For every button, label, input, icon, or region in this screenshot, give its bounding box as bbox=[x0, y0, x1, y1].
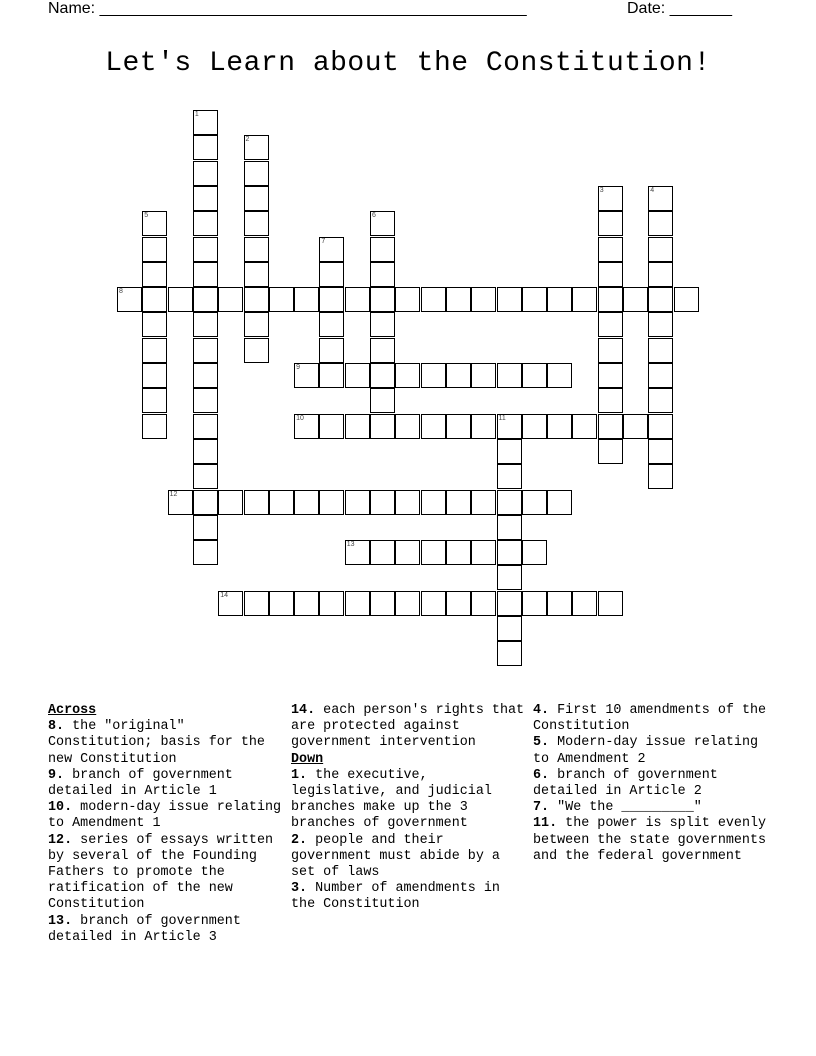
crossword-cell[interactable] bbox=[244, 237, 269, 262]
crossword-cell[interactable] bbox=[244, 591, 269, 616]
crossword-cell[interactable] bbox=[345, 287, 370, 312]
name-field-label: Name: ________________________________________________ bbox=[48, 0, 527, 17]
clue-number: 3. bbox=[291, 881, 308, 897]
clue-across-8 bbox=[48, 719, 286, 768]
crossword-cell[interactable] bbox=[648, 312, 673, 337]
clue-number-label: 8 bbox=[119, 288, 123, 296]
crossword-cell[interactable] bbox=[598, 211, 623, 236]
crossword-cell[interactable] bbox=[193, 515, 218, 540]
clue-text: Number of amendments in the Constitution bbox=[291, 881, 500, 913]
crossword-cell[interactable] bbox=[244, 161, 269, 186]
crossword-cell[interactable] bbox=[193, 237, 218, 262]
crossword-cell[interactable] bbox=[244, 186, 269, 211]
crossword-cell[interactable] bbox=[370, 591, 395, 616]
clue-number-label: 14 bbox=[220, 591, 228, 599]
crossword-cell[interactable] bbox=[319, 237, 344, 262]
page-title: Let's Learn about the Constitution! bbox=[105, 48, 711, 79]
crossword-cell[interactable] bbox=[471, 363, 496, 388]
clue-number-label: 2 bbox=[245, 136, 250, 144]
crossword-cell[interactable] bbox=[370, 262, 395, 287]
clue-number-label: 9 bbox=[296, 364, 300, 371]
crossword-cell[interactable] bbox=[446, 287, 471, 312]
crossword-cell[interactable] bbox=[598, 363, 623, 388]
crossword-cell[interactable] bbox=[497, 363, 522, 388]
crossword-cell[interactable] bbox=[168, 287, 193, 312]
crossword-cell[interactable] bbox=[395, 363, 420, 388]
crossword-cell[interactable] bbox=[395, 490, 420, 515]
crossword-cell[interactable] bbox=[395, 540, 420, 565]
crossword-cell[interactable] bbox=[547, 591, 572, 616]
crossword-cell[interactable] bbox=[598, 312, 623, 337]
crossword-cell[interactable] bbox=[547, 414, 572, 439]
crossword-cell[interactable] bbox=[345, 591, 370, 616]
clue-down-3 bbox=[291, 881, 529, 913]
crossword-cell[interactable] bbox=[421, 287, 446, 312]
clue-number: 2. bbox=[291, 832, 308, 848]
crossword-cell[interactable] bbox=[497, 641, 522, 666]
clue-text: branch of government detailed in Article 3 bbox=[48, 913, 241, 945]
clues-column-2 bbox=[291, 703, 529, 914]
clue-number: 7. bbox=[533, 800, 550, 816]
crossword-cell[interactable] bbox=[572, 287, 597, 312]
crossword-cell[interactable] bbox=[218, 490, 243, 515]
crossword-cell[interactable] bbox=[193, 363, 218, 388]
crossword-cell[interactable] bbox=[674, 287, 699, 312]
crossword-cell[interactable] bbox=[648, 287, 673, 312]
clue-text: modern-day issue relating to Amendment 1 bbox=[48, 800, 282, 832]
clue-text: branch of government detailed in Article 1 bbox=[48, 767, 233, 800]
crossword-cell[interactable] bbox=[446, 414, 471, 439]
crossword-cell[interactable] bbox=[471, 540, 496, 565]
clue-number: 14. bbox=[291, 703, 316, 718]
crossword-cell[interactable] bbox=[421, 540, 446, 565]
crossword-cell[interactable] bbox=[598, 237, 623, 262]
crossword-cell[interactable] bbox=[142, 388, 167, 413]
crossword-cell[interactable] bbox=[244, 262, 269, 287]
crossword-cell[interactable] bbox=[370, 287, 395, 312]
crossword-cell[interactable] bbox=[345, 540, 370, 565]
crossword-cell[interactable] bbox=[421, 414, 446, 439]
clue-number-label: 4 bbox=[650, 186, 655, 194]
clue-number: 12. bbox=[48, 832, 73, 848]
clue-down-6 bbox=[533, 768, 773, 800]
crossword-cell[interactable] bbox=[319, 591, 344, 616]
crossword-cell[interactable] bbox=[319, 490, 344, 515]
clue-across-9 bbox=[48, 768, 286, 800]
crossword-cell[interactable] bbox=[648, 186, 673, 211]
crossword-cell[interactable] bbox=[395, 287, 420, 312]
crossword-cell[interactable] bbox=[370, 388, 395, 413]
crossword-cell[interactable] bbox=[168, 490, 193, 515]
crossword-cell[interactable] bbox=[648, 237, 673, 262]
clue-text: the power is split evenly between the state governments and the federal government bbox=[533, 816, 767, 864]
crossword-cell[interactable] bbox=[193, 464, 218, 489]
clue-number: 11. bbox=[533, 816, 558, 832]
clue-down-5 bbox=[533, 735, 773, 767]
clue-text: First 10 amendments of the Constitution bbox=[533, 703, 767, 735]
crossword-cell[interactable] bbox=[370, 490, 395, 515]
crossword-cell[interactable] bbox=[497, 464, 522, 489]
crossword-cell[interactable] bbox=[471, 287, 496, 312]
crossword-cell[interactable] bbox=[244, 312, 269, 337]
crossword-cell[interactable] bbox=[193, 211, 218, 236]
crossword-cell[interactable] bbox=[648, 464, 673, 489]
clue-text: branch of government detailed in Article 2 bbox=[533, 767, 718, 800]
clue-text: "We the _________" bbox=[557, 800, 702, 816]
crossword-cell[interactable] bbox=[244, 135, 269, 160]
crossword-cell[interactable] bbox=[193, 135, 218, 160]
crossword-cell[interactable] bbox=[648, 262, 673, 287]
crossword-cell[interactable] bbox=[547, 287, 572, 312]
clue-number: 9. bbox=[48, 767, 65, 783]
crossword-cell[interactable] bbox=[142, 363, 167, 388]
crossword-cell[interactable] bbox=[244, 211, 269, 236]
clue-down-11 bbox=[533, 816, 773, 865]
crossword-cell[interactable] bbox=[598, 439, 623, 464]
crossword-cell[interactable] bbox=[522, 287, 547, 312]
down-heading: Down bbox=[291, 751, 324, 767]
crossword-cell[interactable] bbox=[497, 515, 522, 540]
clue-number-label: 6 bbox=[372, 212, 376, 220]
crossword-cell[interactable] bbox=[648, 388, 673, 413]
crossword-cell[interactable] bbox=[598, 287, 623, 312]
crossword-cell[interactable] bbox=[598, 262, 623, 287]
crossword-cell[interactable] bbox=[648, 363, 673, 388]
crossword-cell[interactable] bbox=[370, 338, 395, 363]
crossword-cell[interactable] bbox=[269, 591, 294, 616]
crossword-cell[interactable] bbox=[471, 490, 496, 515]
crossword-cell[interactable] bbox=[497, 540, 522, 565]
clue-number: 6. bbox=[533, 767, 550, 783]
crossword-cell[interactable] bbox=[319, 363, 344, 388]
crossword-cell[interactable] bbox=[319, 414, 344, 439]
crossword-cell[interactable] bbox=[244, 490, 269, 515]
crossword-cell[interactable] bbox=[572, 591, 597, 616]
crossword-cell[interactable] bbox=[193, 262, 218, 287]
crossword-cell[interactable] bbox=[370, 540, 395, 565]
crossword-cell[interactable] bbox=[142, 338, 167, 363]
crossword-cell[interactable] bbox=[497, 439, 522, 464]
crossword-cell[interactable] bbox=[446, 591, 471, 616]
crossword-cell[interactable] bbox=[497, 565, 522, 590]
crossword-cell[interactable] bbox=[598, 186, 623, 211]
crossword-cell[interactable] bbox=[446, 363, 471, 388]
crossword-cell[interactable] bbox=[572, 414, 597, 439]
crossword-cell[interactable] bbox=[598, 338, 623, 363]
crossword-cell[interactable] bbox=[294, 591, 319, 616]
date-field-label: Date: _______ bbox=[627, 0, 732, 17]
crossword-cell[interactable] bbox=[117, 287, 142, 312]
clue-down-1 bbox=[291, 768, 529, 833]
crossword-cell[interactable] bbox=[421, 591, 446, 616]
crossword-cell[interactable] bbox=[142, 312, 167, 337]
crossword-cell[interactable] bbox=[598, 591, 623, 616]
crossword-cell[interactable] bbox=[648, 211, 673, 236]
crossword-cell[interactable] bbox=[598, 414, 623, 439]
clue-number-label: 11 bbox=[498, 414, 506, 422]
crossword-cell[interactable] bbox=[218, 591, 243, 616]
clue-across-13 bbox=[48, 914, 286, 946]
crossword-cell[interactable] bbox=[142, 262, 167, 287]
crossword-cell[interactable] bbox=[319, 338, 344, 363]
crossword-cell[interactable] bbox=[522, 414, 547, 439]
crossword-cell[interactable] bbox=[648, 414, 673, 439]
crossword-cell[interactable] bbox=[370, 414, 395, 439]
crossword-cell[interactable] bbox=[547, 363, 572, 388]
crossword-cell[interactable] bbox=[370, 363, 395, 388]
crossword-cell[interactable] bbox=[142, 287, 167, 312]
crossword-cell[interactable] bbox=[193, 287, 218, 312]
clue-down-2 bbox=[291, 833, 529, 882]
crossword-cell[interactable] bbox=[294, 414, 319, 439]
crossword-cell[interactable] bbox=[142, 237, 167, 262]
clues-column-3 bbox=[533, 703, 773, 865]
crossword-cell[interactable] bbox=[623, 414, 648, 439]
crossword-cell[interactable] bbox=[395, 591, 420, 616]
clue-number: 1. bbox=[291, 767, 308, 783]
crossword-cell[interactable] bbox=[421, 490, 446, 515]
clue-number: 10. bbox=[48, 800, 73, 816]
crossword-cell[interactable] bbox=[193, 312, 218, 337]
crossword-cell[interactable] bbox=[497, 616, 522, 641]
crossword-cell[interactable] bbox=[193, 388, 218, 413]
crossword-cell[interactable] bbox=[269, 490, 294, 515]
crossword-cell[interactable] bbox=[497, 591, 522, 616]
crossword-cell[interactable] bbox=[345, 490, 370, 515]
clue-number-label: 7 bbox=[321, 237, 326, 245]
crossword-cell[interactable] bbox=[193, 414, 218, 439]
crossword-cell[interactable] bbox=[522, 490, 547, 515]
clue-number-label: 12 bbox=[169, 490, 178, 498]
crossword-cell[interactable] bbox=[345, 414, 370, 439]
clue-down-7 bbox=[533, 800, 773, 816]
crossword-cell[interactable] bbox=[193, 186, 218, 211]
clue-text: series of essays written by several of the Founding Fathers to promote the ratification of the new Constitution bbox=[48, 832, 274, 913]
crossword-cell[interactable] bbox=[370, 312, 395, 337]
crossword-cell[interactable] bbox=[471, 591, 496, 616]
across-heading: Across bbox=[48, 703, 97, 718]
crossword-cell[interactable] bbox=[294, 490, 319, 515]
clue-number: 8. bbox=[48, 719, 65, 735]
crossword-cell[interactable] bbox=[522, 591, 547, 616]
crossword-cell[interactable] bbox=[193, 161, 218, 186]
crossword-cell[interactable] bbox=[345, 363, 370, 388]
crossword-cell[interactable] bbox=[421, 363, 446, 388]
crossword-cell[interactable] bbox=[193, 490, 218, 515]
clue-number-label: 3 bbox=[599, 186, 604, 194]
clue-across-12 bbox=[48, 833, 286, 914]
crossword-cell[interactable] bbox=[648, 439, 673, 464]
clue-down-4 bbox=[533, 703, 773, 735]
crossword-cell[interactable] bbox=[471, 414, 496, 439]
crossword-cell[interactable] bbox=[446, 490, 471, 515]
crossword-cell[interactable] bbox=[370, 237, 395, 262]
crossword-cell[interactable] bbox=[446, 540, 471, 565]
crossword-cell[interactable] bbox=[142, 211, 167, 236]
crossword-cell[interactable] bbox=[319, 262, 344, 287]
clue-number: 5. bbox=[533, 735, 550, 751]
crossword-cell[interactable] bbox=[193, 338, 218, 363]
clue-text: each person's rights that are protected against government intervention bbox=[291, 703, 525, 751]
clue-text: the executive, legislative, and judicial branches make up the 3 branches of government bbox=[291, 767, 492, 832]
clue-across-14 bbox=[291, 703, 529, 752]
clue-text: the "original" Constitution; basis for the new Constitution bbox=[48, 719, 265, 767]
crossword-cell[interactable] bbox=[294, 363, 319, 388]
clue-number-label: 13 bbox=[346, 541, 355, 549]
clues-column-1 bbox=[48, 703, 286, 946]
crossword-cell[interactable] bbox=[598, 388, 623, 413]
crossword-cell[interactable] bbox=[193, 439, 218, 464]
crossword-cell[interactable] bbox=[218, 287, 243, 312]
crossword-cell[interactable] bbox=[522, 540, 547, 565]
crossword-cell[interactable] bbox=[623, 287, 648, 312]
clue-across-10 bbox=[48, 800, 286, 832]
crossword-cell[interactable] bbox=[547, 490, 572, 515]
clue-number-label: 10 bbox=[296, 414, 304, 422]
crossword-cell[interactable] bbox=[294, 287, 319, 312]
clue-number: 13. bbox=[48, 913, 73, 929]
crossword-cell[interactable] bbox=[522, 363, 547, 388]
clue-text: Modern-day issue relating to Amendment 2 bbox=[533, 735, 759, 767]
clue-text: people and their government must abide by a set of laws bbox=[291, 832, 500, 881]
crossword-cell[interactable] bbox=[497, 414, 522, 439]
crossword-cell[interactable] bbox=[319, 287, 344, 312]
crossword-cell[interactable] bbox=[648, 338, 673, 363]
crossword-cell[interactable] bbox=[244, 338, 269, 363]
crossword-cell[interactable] bbox=[395, 414, 420, 439]
clue-number-label: 1 bbox=[194, 111, 199, 118]
crossword-cell[interactable] bbox=[193, 540, 218, 565]
crossword-cell[interactable] bbox=[269, 287, 294, 312]
clue-number: 4. bbox=[533, 703, 550, 718]
clue-number-label: 5 bbox=[144, 212, 149, 220]
crossword-cell[interactable] bbox=[497, 287, 522, 312]
crossword-cell[interactable] bbox=[142, 414, 167, 439]
crossword-cell[interactable] bbox=[193, 110, 218, 135]
crossword-cell[interactable] bbox=[370, 211, 395, 236]
crossword-cell[interactable] bbox=[319, 312, 344, 337]
crossword-cell[interactable] bbox=[497, 490, 522, 515]
crossword-cell[interactable] bbox=[244, 287, 269, 312]
